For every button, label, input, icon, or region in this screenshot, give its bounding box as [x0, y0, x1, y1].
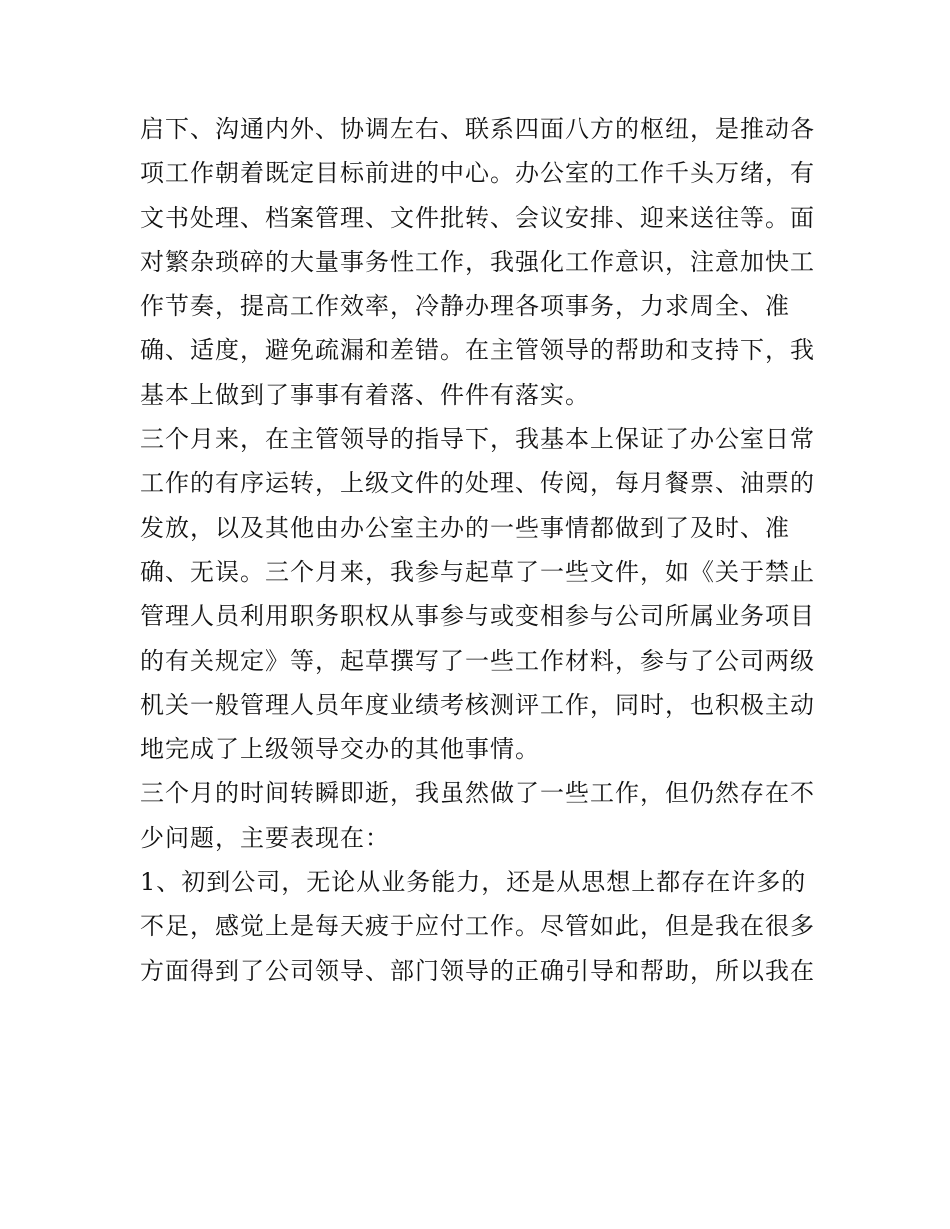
text-line: 方面得到了公司领导、部门领导的正确引导和帮助，所以我在	[140, 956, 815, 985]
text-line: 三个月来，在主管领导的指导下，我基本上保证了办公室日常	[140, 425, 815, 454]
text-line: 发放，以及其他由办公室主办的一些事情都做到了及时、准	[140, 513, 790, 542]
text-line: 启下、沟通内外、协调左右、联系四面八方的枢纽，是推动各	[140, 115, 815, 143]
text-line: 机关一般管理人员年度业绩考核测评工作，同时，也积极主动	[140, 690, 815, 719]
text-line: 对繁杂琐碎的大量事务性工作，我强化工作意识，注意加快工	[140, 247, 815, 276]
text-line: 作节奏，提高工作效率，冷静办理各项事务，力求周全、准	[140, 292, 790, 321]
text-line: 1、初到公司，无论从业务能力，还是从思想上都存在许多的	[140, 868, 807, 897]
text-line: 三个月的时间转瞬即逝，我虽然做了一些工作，但仍然存在不	[140, 779, 815, 808]
text-line: 确、无误。三个月来，我参与起草了一些文件，如《关于禁止	[140, 557, 815, 586]
text-line: 文书处理、档案管理、文件批转、会议安排、迎来送往等。面	[140, 203, 815, 232]
text-line: 地完成了上级领导交办的其他事情。	[140, 735, 540, 764]
document-body	[140, 107, 820, 993]
text-line: 基本上做到了事事有着落、件件有落实。	[140, 380, 590, 409]
text-line: 不足，感觉上是每天疲于应付工作。尽管如此，但是我在很多	[140, 912, 815, 941]
text-line: 工作的有序运转，上级文件的处理、传阅，每月餐票、油票的	[140, 469, 815, 498]
text-line: 少问题，主要表现在：	[140, 823, 390, 852]
text-line: 确、适度，避免疏漏和差错。在主管领导的帮助和支持下，我	[140, 336, 815, 365]
text-line: 的有关规定》等，起草撰写了一些工作材料，参与了公司两级	[140, 646, 815, 675]
text-line: 管理人员利用职务职权从事参与或变相参与公司所属业务项目	[140, 602, 815, 631]
text-line: 项工作朝着既定目标前进的中心。办公室的工作千头万绪，有	[140, 159, 815, 188]
